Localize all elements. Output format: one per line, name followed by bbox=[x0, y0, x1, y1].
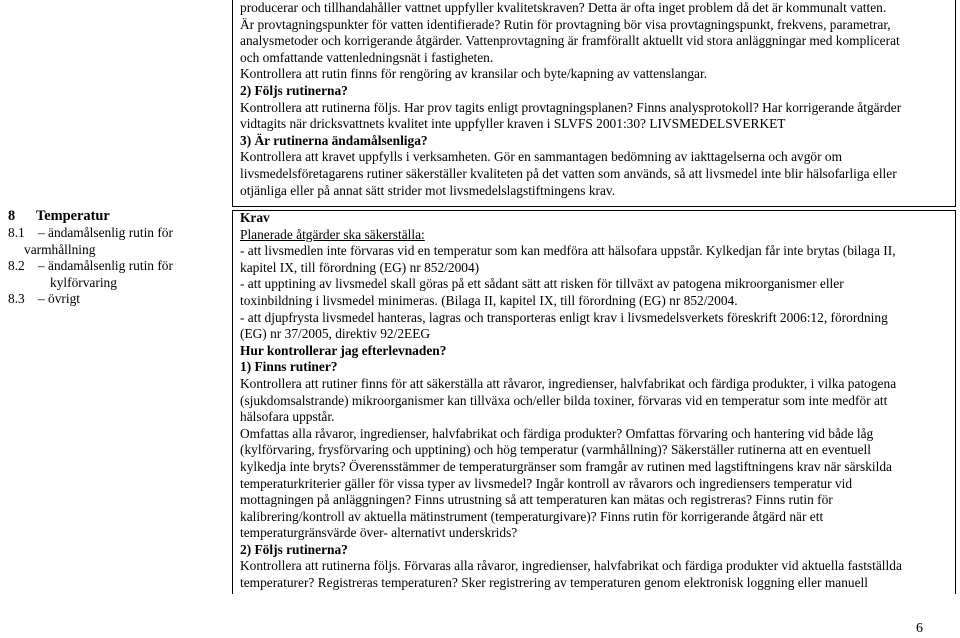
section-number: 8 bbox=[8, 208, 16, 224]
body-line-5: (kylförvaring, frysförvaring och upptining) och hög temperatur (varmhållning)? Säkerställer rutinerna att en eventuell bbox=[240, 442, 872, 458]
krav-line-6: (EG) nr 37/2005, direktiv 92/2EEG bbox=[240, 326, 431, 342]
table-border-left-top bbox=[232, 0, 233, 207]
body-line-7: temperaturkriterier gäller för vissa typer av livsmedel? Ingår kontroll av råvarors och ingrediensers temperatur vid bbox=[240, 475, 853, 491]
top-line-1: producerar och tillhandahåller vattnet uppfyller kvalitetskraven? Detta är ofta inget problem då det är kommunalt vatten. bbox=[240, 0, 887, 15]
krav-line-5: - att djupfrysta livsmedel hanteras, lagras och transporteras enligt krav i livsmedelsverkets föreskrift 2006:12, förordning bbox=[240, 309, 888, 325]
toc-text: ändamålsenlig rutin för bbox=[48, 258, 173, 274]
heading-follow-routines: 2) Följs rutinerna? bbox=[240, 82, 348, 98]
body-line-8: mottagningen på anläggningen? Finns utrustning så att temperaturen kan mätas och registreras? Finns rutin för bbox=[240, 492, 833, 508]
top-line-7: vidtagits när dricksvattnets kvalitet inte uppfyller kraven i SLVFS 2001:30? LIVSMEDELSVERKET bbox=[240, 116, 786, 132]
table-border-right-top bbox=[955, 0, 956, 207]
body-line-12: temperaturer? Registreras temperaturen? Sker registrering av temperaturen genom elektronisk loggning eller manuell bbox=[240, 575, 868, 591]
krav-heading: Krav bbox=[240, 210, 270, 225]
heading-routines-appropriate: 3) Är rutinerna ändamålsenliga? bbox=[240, 132, 428, 148]
body-line-11: Kontrollera att rutinerna följs. Förvaras alla råvaror, ingredienser, halvfabrikat och färdiga produkter vid aktuella fastställda bbox=[240, 558, 902, 574]
top-line-3: analysmetoder och korrigerande åtgärder. Vattenprovtagning är framförallt aktuellt vid stora anläggningar med komplicerat bbox=[240, 33, 900, 49]
table-border-bottom bbox=[232, 206, 956, 207]
routines-exist-heading: 1) Finns rutiner? bbox=[240, 359, 338, 375]
page-number: 6 bbox=[916, 621, 923, 636]
top-line-2: Är provtagningspunkter för vatten identifierade? Rutin för provtagning bör visa provtagningspunkt, frekvens, parametrar, bbox=[240, 16, 891, 32]
section-title-row bbox=[8, 208, 228, 225]
body-line-10: temperaturgränsvärde över- alternativt underskrids? bbox=[240, 525, 518, 541]
section-title: Temperatur bbox=[36, 208, 110, 224]
toc-text: ändamålsenlig rutin för bbox=[48, 225, 173, 240]
toc-text: övrigt bbox=[48, 291, 80, 307]
top-line-5: Kontrollera att rutin finns för rengöring av kransilar och byte/kapning av vattenslangar. bbox=[240, 66, 708, 82]
top-line-8: Kontrollera att kravet uppfylls i verksamheten. Gör en sammantagen bedömning av iakttagelserna och avgör om bbox=[240, 149, 843, 165]
body-line-3: hälsofara uppstår. bbox=[240, 409, 335, 425]
body-line-2: (sjukdomsalstrande) mikroorganismer kan tillväxa och/eller bilda toxiner, förvaras vid en temperatur som inte medför att bbox=[240, 392, 888, 408]
toc-num: 8.2 bbox=[8, 258, 25, 274]
top-line-4: och omfattande vattenledningsnät i fastigheten. bbox=[240, 49, 494, 65]
top-line-6: Kontrollera att rutinerna följs. Har prov tagits enligt provtagningsplanen? Finns analysprotokoll? Har korrigerande åtgärder bbox=[240, 99, 902, 115]
body-line-1: Kontrollera att rutiner finns för att säkerställa att råvaror, ingredienser, halvfabrikat och färdiga produkter, i vilka patogena bbox=[240, 375, 897, 391]
body-line-4: Omfattas alla råvaror, ingredienser, halvfabrikat och färdiga produkter? Omfattas förvaring och hantering vid både låg bbox=[240, 425, 874, 441]
top-line-10: otjänliga eller på annat sätt strider mot livsmedelslagstiftningens krav. bbox=[240, 182, 616, 198]
temperature-section bbox=[240, 210, 952, 592]
planned-measures: Planerade åtgärder ska säkerställa: bbox=[240, 226, 425, 242]
left-toc bbox=[8, 208, 228, 308]
toc-text-cont: varmhållning bbox=[24, 241, 96, 257]
top-line-9: livsmedelsföretagarens rutiner säkerställer kvaliteten på det vatten som används, så att livsmedel inte blir hälsofarliga eller bbox=[240, 165, 897, 181]
krav-line-2: kapitel IX, till förordning (EG) nr 852/2004) bbox=[240, 259, 480, 275]
toc-num: 8.3 bbox=[8, 291, 25, 307]
toc-item-8-1: 8.1 – ändamålsenlig rutin för bbox=[8, 225, 173, 240]
body-line-6: kylkedja inte bryts? Överensstämmer de temperaturgränser som framgår av rutinen med lagstiftningens krav när särskilda bbox=[240, 458, 892, 474]
krav-line-4: toxinbildning i livsmedel minimeras. (Bilaga II, kapitel IX, till förordning (EG) nr 852/2004. bbox=[240, 292, 738, 308]
routines-followed-heading: 2) Följs rutinerna? bbox=[240, 541, 348, 557]
toc-item-8-3: 8.3 – övrigt bbox=[8, 291, 80, 307]
krav-line-1: - att livsmedlen inte förvaras vid en temperatur som kan medföra att hälsofara uppstår. Kylkedjan får inte brytas (bilaga II, bbox=[240, 243, 896, 259]
table-border-left-bottom bbox=[232, 210, 233, 594]
body-line-9: kalibrering/kontroll av aktuella mätinstrument (temperaturgivare)? Finns rutin för korrigerande åtgärd när ett bbox=[240, 508, 824, 524]
how-to-check-heading: Hur kontrollerar jag efterlevnaden? bbox=[240, 342, 447, 358]
toc-item-8-2: 8.2 – ändamålsenlig rutin för bbox=[8, 258, 173, 274]
table-border-right-bottom bbox=[955, 210, 956, 594]
krav-line-3: - att upptining av livsmedel skall göras på ett sådant sätt att risken för tillväxt av patogena mikroorganismer eller bbox=[240, 276, 844, 292]
top-section bbox=[240, 0, 952, 199]
toc-num: 8.1 bbox=[8, 225, 25, 240]
toc-text-cont: kylförvaring bbox=[50, 274, 117, 290]
